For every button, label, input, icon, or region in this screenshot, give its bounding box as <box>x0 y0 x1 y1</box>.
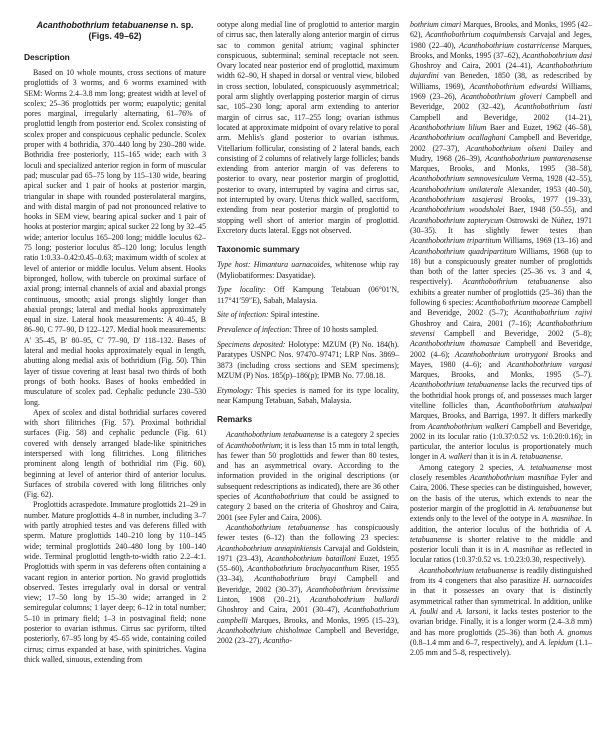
remarks-paragraph-2: Acanthobothrium tetabuanense has conspicuously fewer testes (6–12) than the following 23 species: Acanthobothrium annapinkiensis Carvajal and Goldstein, 1971 (23–43), Acanthobothrium batailloni Euzet, 1955 (55–60), Acanthobothrium brachyacanthum Riser, 1955 (33–34), Acanthobothrium brayi Campbell and Beveridge, 2002 (30–37), Acanthobothrium brevissime Linton, 1908 (20–21), Acanthobothrium bullardi Ghoshroy and Caira, 2001 (30–47), Acanthobothrium campbelli Marques, Brooks, and Monks, 1995 (15–23), Acanthobothrium chisholmae Campbell and Beveridge, 2002 (23–27), Acantho- <box>217 522 399 646</box>
remarks-paragraph-1: Acanthobothrium tetabuanense is a category 2 species of Acanthobothrium; it is less than 15 mm in total length, has fewer than 50 proglottids and fewer than 80 testes, and has an asymmetrical ovary. According to the information provided in the original descriptions (or subsequent redescriptions as indicated), there are 36 other species of Acanthobothrium that could be assigned to category 2 based on the criteria of Ghoshroy and Caira, 2001 (see Fyler and Caira, 2006). <box>217 430 399 522</box>
description-paragraph-3: Proglottids acraspedote. Immature proglottids 21–29 in number. Mature proglottids 4–8 in number, including 3–7 with partly atrophied testes and vas deferens filled with sperm. Mature proglottids 140–210 long by 110–145 wide; terminal proglottids 240–480 long by 100–140 wide. Terminal proglottid length-to-width ratio 2.2–4:1. Proglottids with sperm in vas deferens often containing a vacant region in anterior portion. No gravid proglottids observed. Testes irregularly oval in dorsal or ventral view; 17–50 long by 15–30 wide; arranged in 2 semiregular columns; 1 layer deep; 6–12 in total number; 5–10 in primary field; 1–3 in postvaginal field; none posterior to ovarian isthmus. Cirrus sac pyriform, tilted posteriorly, 67–95 long by 45–65 wide, containing coiled cirrus; cirrus expanded at base, with spinitriches. Vagina thick walled, sinuous, extending from <box>24 500 206 664</box>
etymology-entry: Etymology: This species is named for its type locality, near Kampung Tetabuan, Sabah, Malaysia. <box>217 385 399 405</box>
species-name-italic: Acanthobothrium tetabuanense <box>36 20 169 30</box>
remarks-paragraph-4: Acanthobothrium tetabuanense is readily distinguished from its 4 congeners that also parasitize H. uarnacoides in that it possesses an ovary that is distinctly asymmetrical rather than symmetrical. In addition, unlike A. foulki and A. larsoni, it lacks testes posterior to the ovarian bridge. Finally, it is a longer worm (2.4–3.8 mm) and has more proglottids (25–36) than both A. gnomus (0.8–1.4 mm and 6–7, respectively), and A. lepidum (1.1–2.05 mm and 5–8, respectively). <box>410 565 593 658</box>
description-body-continued <box>217 20 399 236</box>
figures-reference: (Figs. 49–62) <box>88 31 142 41</box>
site-of-infection-entry: Site of infection: Spiral intestine. <box>217 310 320 320</box>
remarks-paragraph-2-continued: bothrium cimari Marques, Brooks, and Monks, 1995 (42–62), Acanthobothrium coquimbensis Carvajal and Jeges, 1980 (22–40), Acanthobothrium costarricense Marques, Brooks, and Monks, 1995 (37–62), Acanthobothrium dasi Ghoshroy and Caira, 2001 (24–41), Acanthobothrium dujardini van Beneden, 1850 (38, as redescribed by Williams, 1969), Acanthobothrium edwardsi Williams, 1969 (23–26), Acanthobothrium gloveri Campbell and Beveridge, 2002 (32–42), Acanthobothrium lasti Campbell and Beveridge, 2002 (14–21), Acanthobothrium lilium Baer and Euzet, 1962 (46–58), Acanthobothrium ocallaghani Campbell and Beveridge, 2002 (27–37), Acanthobothrium olseni Dailey and Mudry, 1968 (26–39), Acanthobothrium puntarenasense Marques, Brooks, and Monks, 1995 (38–58), Acanthobothrium semnovesiculum Verma, 1928 (42–55), Acanthobothrium unilaterale Alexander, 1953 (40–50), Acanthobothrium tasajerasi Brooks, 1977 (19–33), Acanthobothrium woodsholei Baer, 1948 (50–55), and Acanthobothrium zapterycum Ostrowski de Núñez, 1971 (30–35). It has slightly fewer testes than Acanthobothrium tripartitum Williams, 1969 (13–16) and Acanthobothrium quadripartitum Williams, 1968 (up to 18) but a conspicuously greater number of proglottids than both of the latter species (25–36 vs. 3 and 4, respectively). Acanthobothrium tetabuanense also exhibits a greater number of proglottids (25–36) than the following 6 species: Acanthobothrium mooreae Campbell and Beveridge, 2002 (5–7); Acanthobothrium rajivi Ghoshroy and Caira, 2001 (7–16); Acanthobothrium stevensi Campbell and Beveridge, 2002 (5–8); Acanthobothrium thomasae Campbell and Beveridge, 2002 (4–6); Acanthobothrium urotrygoni Brooks and Mayes, 1980 (4–6); and Acanthobothrium vargasi Marques, Brooks, and Monks, 1995 (5–7). Acanthobothrium tetabuanense lacks the recurved tips of the bothridial hook prongs of, and possesses much larger vitelline follicles than, Acanthobothrium atahualpai Marques, Brooks, and Barriga, 1997. It differs markedly from Acanthobothrium walkeri Campbell and Beveridge, 2002 in its locular ratio (1:0.37:0.52 vs. 1:0.20:0.16); in particular, the anterior loculus is proportionately much longer in A. walkeri than it is in A. tetabuanense. <box>410 20 593 462</box>
column-3 <box>410 20 592 748</box>
taxonomic-summary-heading: Taxonomic summary <box>217 244 300 255</box>
description-paragraph-1: Based on 10 whole mounts, cross sections of mature proglottids of 3 worms, and 6 worms examined with SEM: Worms 2.4–3.8 mm long; greatest width at level of scolex; 25–36 proglottids per worm; euapolytic; genital pores marginal, irregularly alternating, 61–76% of proglottid length from posterior end. Scolex consisting of scolex proper and conspicuous cephalic peduncle. Scolex proper with 4 bothridia, 370–440 long by 230–280 wide. Bothridia free posteriorly, 115–165 wide; each with 3 loculi and specialized anterior region in form of muscular pad; muscular pad 65–75 long by 115–130 wide, bearing apical sucker and 1 pair of hooks at posterior margin, triangular in shape with rounded posterolateral margins, and with distal margin of pad not pronounced relative to hooks in SEM view, bearing apical sucker and 1 pair of hooks at posterior margin; apical sucker 22 long by 32–45 wide; anterior loculus 165–200 long; middle loculus 62–75 long; posterior loculus 85–120 long; loculus length ratio 1:0.33–0.42:0.45–0.63; maximum width of scolex at level of anterior or middle loculus. Velum absent. Hooks bipronged, hollow, with tubercle on proximal surface of axial prong; internal channels of axial and abaxial prongs continuous, smooth; axial prongs slightly longer than abaxial prongs; lateral and medial hooks approximately equal in size. Lateral hook measurements: A 40–45, B 86–90, C 77–90, D 122–127. Medial hook measurements: A′ 35–45, B′ 80–95, C′ 77–90, D′ 118–132. Bases of lateral and medial hooks approximately equal in length, abutting along medial axis of bothridium (Fig. 50). Thin layer of tissue covering at least basal two thirds of both prongs of both hooks. Bases of hooks embedded in musculature of scolex pad. Cephalic peduncle 230–530 long. <box>24 68 207 407</box>
specimens-deposited-entry: Specimens deposited: Holotype: MZUM (P) No. 184(h). Paratypes USNPC Nos. 97470–97471; LRP Nos. 3869–3873 (including cross sections and SEM specimens); MZUM (P) Nos. 185(p)–186(p); IPMB No. 77.08.18. <box>217 340 400 380</box>
description-paragraph-3-continued: ootype along medial line of proglottid to anterior margin of cirrus sac, then laterally along anterior margin of cirrus sac to common genital atrium; vaginal sphincter conspicuous, subterminal; seminal receptacle not seen. Ovary located near posterior end of proglottid, maximum width 62–90, H shaped in dorsal or ventral view, bilobed in cross section, lobulated, conspicuously asymmetrical; poral arm slightly overlapping posterior margin of cirrus sac, 105–230 long; aporal arm extending to anterior margin of cirrus sac, 117–255 long; ovarian isthmus located at approximate midpoint of ovary relative to poral arm. Mehlis's gland posterior to ovarian isthmus. Vitellarium follicular, consisting of 2 lateral bands, each consisting of 2 columns of relatively large follicles; bands extending from anterior margin of vas deferens to posterior to ovary, near posterior margin of proglottid, posterior to ovary, interrupted by vagina and cirrus sac, not interrupted by ovary. Uterus thick walled, sacciform, extending from near posterior margin of proglottid to stopping well short of anterior margin of proglottid. Excretory ducts lateral. Eggs not observed. <box>217 20 399 235</box>
description-body <box>24 68 206 665</box>
column-1 <box>24 20 206 748</box>
prevalence-entry: Prevalence of infection: Three of 10 hosts sampled. <box>217 325 379 335</box>
article-title <box>24 20 206 31</box>
remarks-body <box>217 430 399 646</box>
column-2 <box>217 20 399 748</box>
remarks-paragraph-3: Among category 2 species, A. tetabuanense most closely resembles Acanthobothrium masnihae Fyler and Caira, 2006. These species can be distinguished, however, on the basis of the uterus, which extends to near the posterior margin of the proglottid in A. tetabuanense but extends only to the level of the ootype in A. masnihae. In addition, the anterior loculus of the bothridia of A. tetabuanense is shorter relative to the middle and posterior loculi than it is in A. masnihae as reflected in locular ratios (1:0.37:0.52 vs. 1:0.23:0.30, respectively). <box>410 462 593 565</box>
taxonomic-summary-body <box>217 260 399 406</box>
description-paragraph-2: Apex of scolex and distal bothridial surfaces covered with short filitriches (Fig. 57). Proximal bothridial surfaces (Fig. 58) and cephalic peduncle (Fig. 61) covered with densely arranged blade-like spinitriches interspersed with long filitriches. Long filitriches prominent along length of bothridial rim (Fig. 60), beginning at level of anterior third of anterior loculus. Surfaces of strobila covered with long filitriches only (Fig. 62). <box>24 407 206 500</box>
description-heading: Description <box>24 52 70 62</box>
remarks-heading: Remarks <box>217 414 253 425</box>
new-species-suffix: n. sp. <box>168 20 194 30</box>
type-locality-entry: Type locality: Off Kampung Tetabuan (06°01′N, 117°41′59″E), Sabah, Malaysia. <box>217 285 399 305</box>
type-host-entry: Type host: Himantura uarnacoides, whitenose whip ray (Myliobatiformes: Dasyatidae). <box>217 260 399 280</box>
remarks-body-continued <box>410 20 592 658</box>
